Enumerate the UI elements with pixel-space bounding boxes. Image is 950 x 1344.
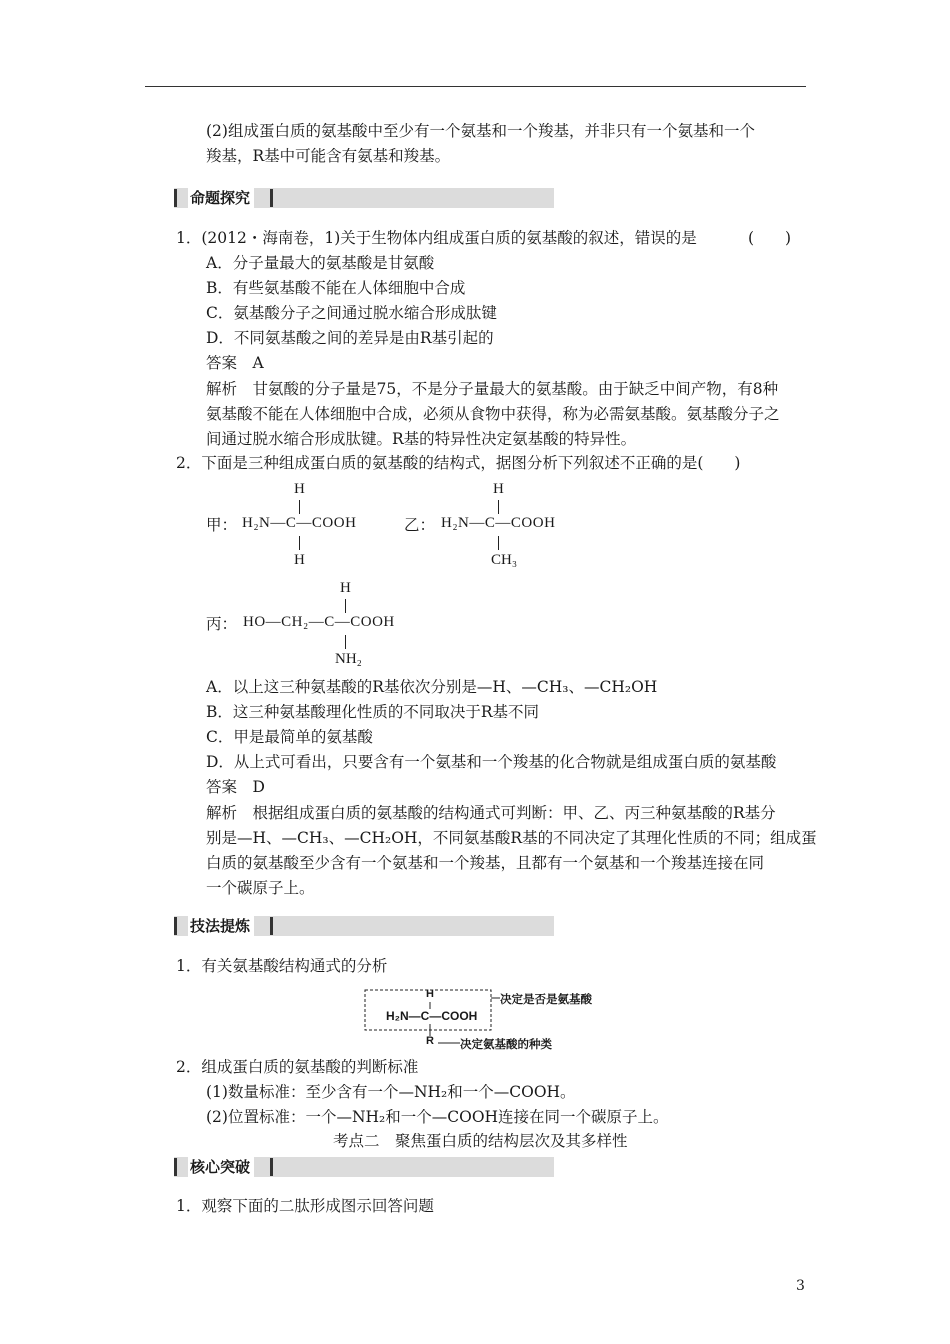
q1-option-a: A．分子量最大的氨基酸是甘氨酸 <box>206 254 435 272</box>
diagram-note-2: 决定氨基酸的种类 <box>460 1037 552 1051</box>
jia-top-atom: H <box>294 481 305 497</box>
q2-analysis-line-4: 一个碳原子上。 <box>206 879 315 897</box>
intro-line-2: 羧基，R基中可能含有氨基和羧基。 <box>206 147 451 165</box>
section-bar-left <box>174 189 177 207</box>
jia-label: 甲： <box>206 516 238 534</box>
yi-top-atom: H <box>493 481 504 497</box>
yi-top-bond <box>498 500 499 514</box>
q1-analysis-line-2: 氨基酸不能在人体细胞中合成，必须从食物中获得，称为必需氨基酸。氨基酸分子之 <box>206 405 780 423</box>
core-item-1: 1．观察下面的二肽形成图示回答问题 <box>176 1197 434 1215</box>
jia-top-bond <box>299 500 300 514</box>
diagram-top-atom: H <box>426 988 434 1000</box>
q2-answer: 答案 D <box>206 778 265 796</box>
skill-sub-1: (1)数量标准：至少含有一个—NH₂和一个—COOH。 <box>206 1083 576 1101</box>
bing-label: 丙： <box>206 615 238 633</box>
q1-option-c: C．氨基酸分子之间通过脱水缩合形成肽键 <box>206 304 497 322</box>
skill-item-1: 1．有关氨基酸结构通式的分析 <box>176 957 388 975</box>
bing-top-bond <box>345 599 346 613</box>
amino-acid-formula-diagram <box>364 988 596 1051</box>
yi-label: 乙： <box>404 516 436 534</box>
q2-option-a: A．以上这三种氨基酸的R基依次分别是—H、—CH₃、—CH₂OH <box>206 678 658 696</box>
diagram-note-1: 决定是否是氨基酸 <box>500 992 592 1006</box>
section-bar-right <box>270 1158 273 1176</box>
bing-main-chain: HO—CH₂—C—COOH <box>243 614 395 630</box>
section-header-hexin <box>174 1157 554 1177</box>
yi-bottom-bond <box>498 536 499 550</box>
section-header-mingti <box>174 188 554 208</box>
section-bar-right <box>270 189 273 207</box>
q1-analysis-line-1: 解析 甘氨酸的分子量是75，不是分子量最大的氨基酸。由于缺乏中间产物，有8种 <box>206 380 779 398</box>
section-title: 核心突破 <box>188 1157 254 1177</box>
yi-bottom-group: CH₃ <box>491 552 518 568</box>
q2-option-c: C．甲是最简单的氨基酸 <box>206 728 373 746</box>
jia-bottom-bond <box>299 536 300 550</box>
q1-analysis-line-3: 间通过脱水缩合形成肽键。R基的特异性决定氨基酸的特异性。 <box>206 430 637 448</box>
q2-option-b: B．这三种氨基酸理化性质的不同取决于R基不同 <box>206 703 540 721</box>
yi-main-chain: H₂N—C—COOH <box>441 515 556 531</box>
q1-option-b: B．有些氨基酸不能在人体细胞中合成 <box>206 279 466 297</box>
page-number: 3 <box>796 1278 805 1294</box>
section-bar-right <box>270 917 273 935</box>
q2-option-d: D．从上式可看出，只要含有一个氨基和一个羧基的化合物就是组成蛋白质的氨基酸 <box>206 753 777 771</box>
q2-analysis-line-1: 解析 根据组成蛋白质的氨基酸的结构通式可判断：甲、乙、丙三种氨基酸的R基分 <box>206 804 776 822</box>
section-title: 命题探究 <box>188 188 254 208</box>
diagram-r-group: R <box>426 1035 434 1047</box>
q2-analysis-line-3: 白质的氨基酸至少含有一个氨基和一个羧基，且都有一个氨基和一个羧基连接在同 <box>206 854 765 872</box>
section-header-jifa <box>174 916 554 936</box>
jia-bottom-atom: H <box>294 552 305 568</box>
section-title: 技法提炼 <box>188 916 254 936</box>
section-bar-left <box>174 917 177 935</box>
diagram-main-chain: H₂N—C—COOH <box>386 1009 478 1023</box>
q1-option-d: D．不同氨基酸之间的差异是由R基引起的 <box>206 329 494 347</box>
q1-answer-paren: ( ) <box>748 229 792 247</box>
jia-main-chain: H₂N—C—COOH <box>242 515 357 531</box>
bing-bottom-group: NH₂ <box>335 651 362 667</box>
q1-stem: 1．(2012・海南卷，1)关于生物体内组成蛋白质的氨基酸的叙述，错误的是 <box>176 229 697 247</box>
bing-top-atom: H <box>340 580 351 596</box>
intro-line-1: (2)组成蛋白质的氨基酸中至少有一个氨基和一个羧基，并非只有一个氨基和一个 <box>206 122 755 140</box>
skill-sub-2: (2)位置标准：一个—NH₂和一个—COOH连接在同一个碳原子上。 <box>206 1108 669 1126</box>
q2-stem: 2．下面是三种组成蛋白质的氨基酸的结构式，据图分析下列叙述不正确的是( ) <box>176 454 741 472</box>
bing-bottom-bond <box>345 635 346 649</box>
q1-answer: 答案 A <box>206 354 264 372</box>
section-bar-left <box>174 1158 177 1176</box>
skill-item-2: 2．组成蛋白质的氨基酸的判断标准 <box>176 1058 419 1076</box>
header-rule <box>145 86 806 87</box>
kaodian-heading: 考点二 聚焦蛋白质的结构层次及其多样性 <box>333 1132 628 1150</box>
q2-analysis-line-2: 别是—H、—CH₃、—CH₂OH，不同氨基酸R基的不同决定了其理化性质的不同；组成蛋 <box>206 829 817 847</box>
